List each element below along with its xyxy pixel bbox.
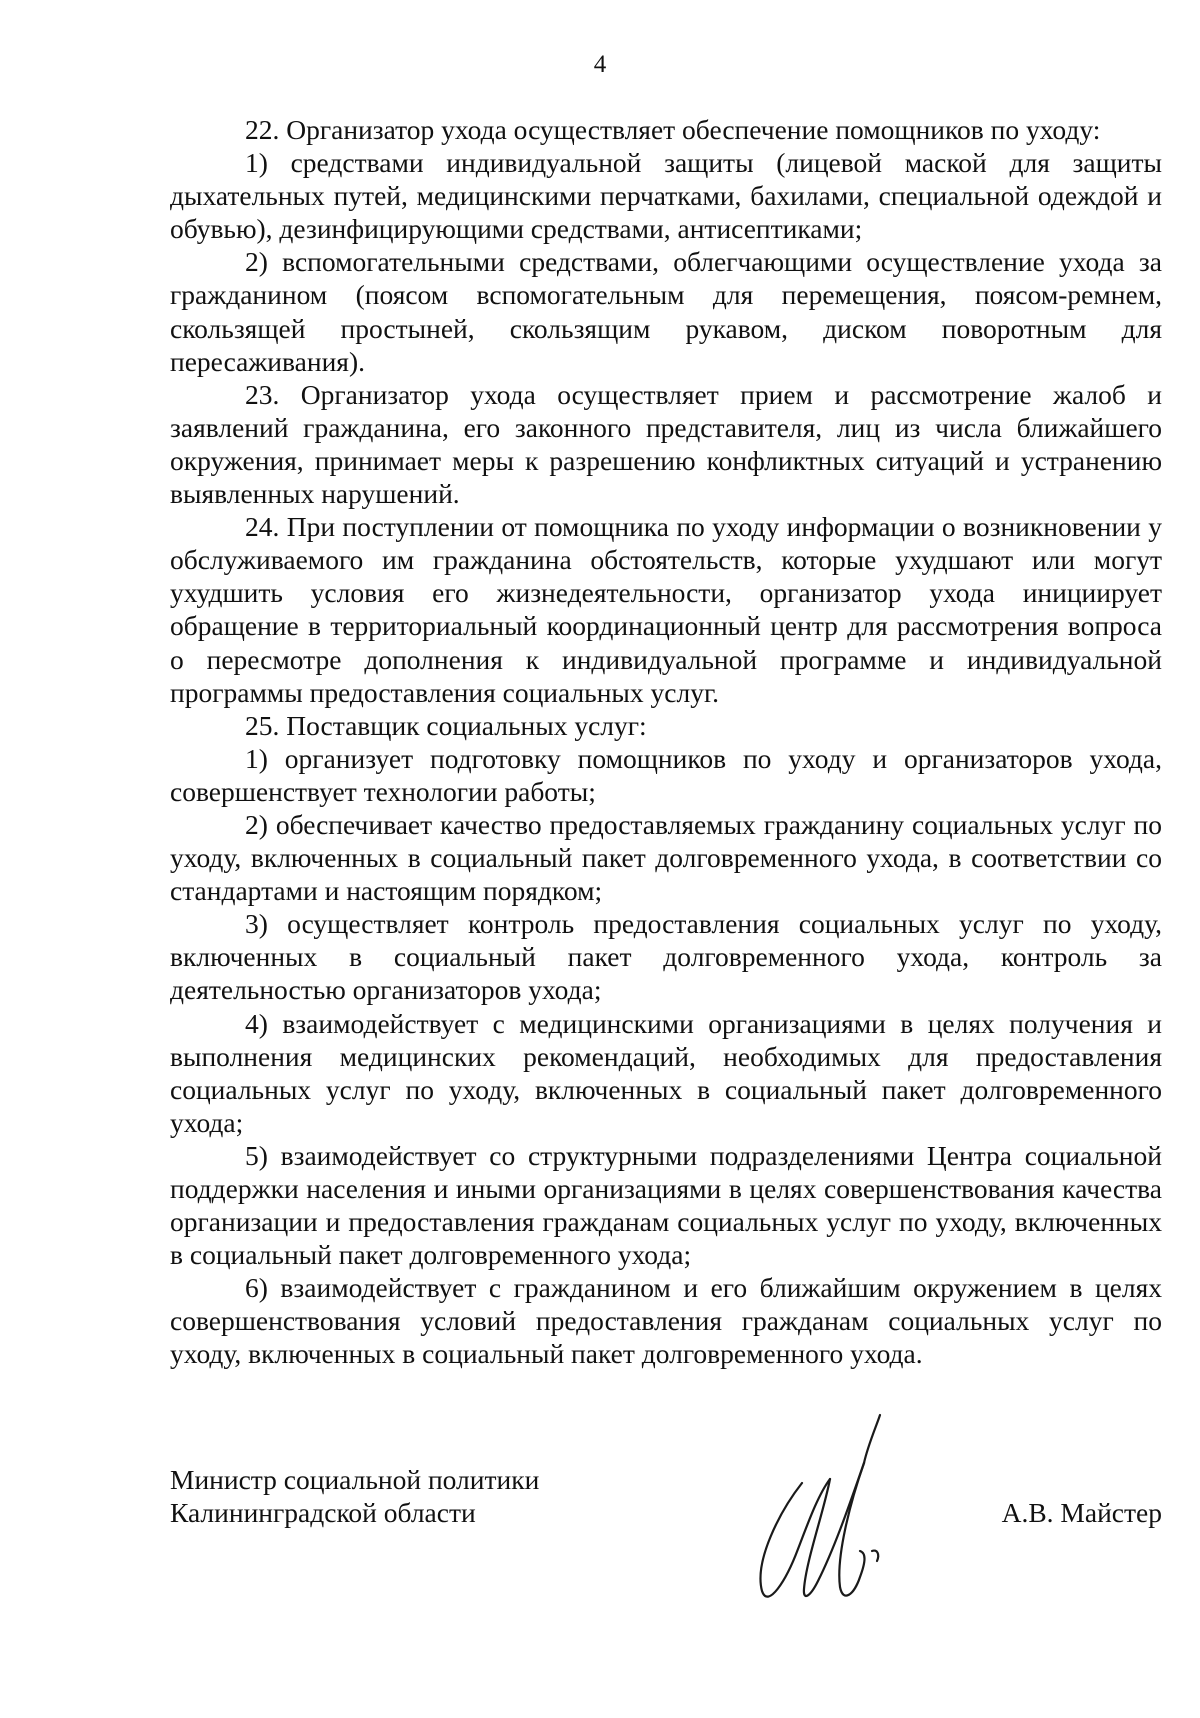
- paragraph-22: 22. Организатор ухода осуществляет обеспечение помощников по уходу:: [245, 114, 1101, 145]
- signatory-name: А.В. Майстер: [1001, 1497, 1162, 1528]
- paragraph-25-item-4: 4) взаимодействует с медицинскими организациями в целях получения и выполнения медицинских рекомендаций, необходимых для предоставления социальных услуг по уходу, включенных в социальный пакет долговременного ухода;: [170, 1007, 1162, 1138]
- signatory-title: [170, 1463, 539, 1529]
- paragraph-25-item-5: 5) взаимодействует со структурными подразделениями Центра социальной поддержки населения и иными организациями в целях совершенствования качества организации и предоставления гражданам социальных услуг по уходу, включенных в социальный пакет долговременного ухода;: [170, 1139, 1162, 1271]
- signature-block: [170, 1463, 1162, 1603]
- paragraph-25-item-1: 1) организует подготовку помощников по уходу и организаторов ухода, совершенствует технологии работы;: [170, 742, 1162, 807]
- paragraph-24: 24. При поступлении от помощника по уходу информации о возникновении у обслуживаемого им гражданина обстоятельств, которые ухудшают или могут ухудшить условия его жизнедеятельности, организатор ухода инициирует обращение в территориальный координационный центр для рассмотрения вопроса о пересмотре дополнения к индивидуальной программе и индивидуальной программы предоставления социальных услуг.: [170, 511, 1162, 708]
- paragraph-25: 25. Поставщик социальных услуг:: [245, 709, 647, 741]
- paragraph-25-item-3: 3) осуществляет контроль предоставления социальных услуг по уходу, включенных в социальный пакет долговременного ухода, контроль за деятельностью организаторов ухода;: [170, 908, 1162, 1006]
- signatory-title-line-1: Министр социальной политики: [170, 1464, 540, 1495]
- paragraph-25-item-6: 6) взаимодействует с гражданином и его ближайшим окружением в целях совершенствования условий предоставления гражданам социальных услуг по уходу, включенных в социальный пакет долговременного ухода.: [170, 1272, 1162, 1370]
- paragraph-23: 23. Организатор ухода осуществляет прием и рассмотрение жалоб и заявлений гражданина, его законного представителя, лиц из числа ближайшего окружения, принимает меры к разрешению конфликтных ситуаций и устранению выявленных нарушений.: [170, 378, 1162, 510]
- paragraph-25-item-2: 2) обеспечивает качество предоставляемых гражданину социальных услуг по уходу, включенных в социальный пакет долговременного ухода, в соответствии со стандартами и настоящим порядком;: [170, 808, 1162, 907]
- paragraph-22-item-2: 2) вспомогательными средствами, облегчающими осуществление ухода за гражданином (поясом вспомогательным для перемещения, поясом-ремнем, скользящей простыней, скользящим рукавом, диском поворотным для пересаживания).: [170, 246, 1162, 377]
- paragraph-22-item-1: 1) средствами индивидуальной защиты (лицевой маской для защиты дыхательных путей, медицинскими перчатками, бахилами, специальной одеждой и обувью), дезинфицирующими средствами, антисептиками;: [170, 147, 1162, 245]
- document-body: [170, 113, 1162, 1371]
- handwritten-signature: [740, 1411, 910, 1611]
- signatory-title-line-2: Калининградской области: [170, 1497, 476, 1528]
- page-number: 4: [593, 51, 607, 78]
